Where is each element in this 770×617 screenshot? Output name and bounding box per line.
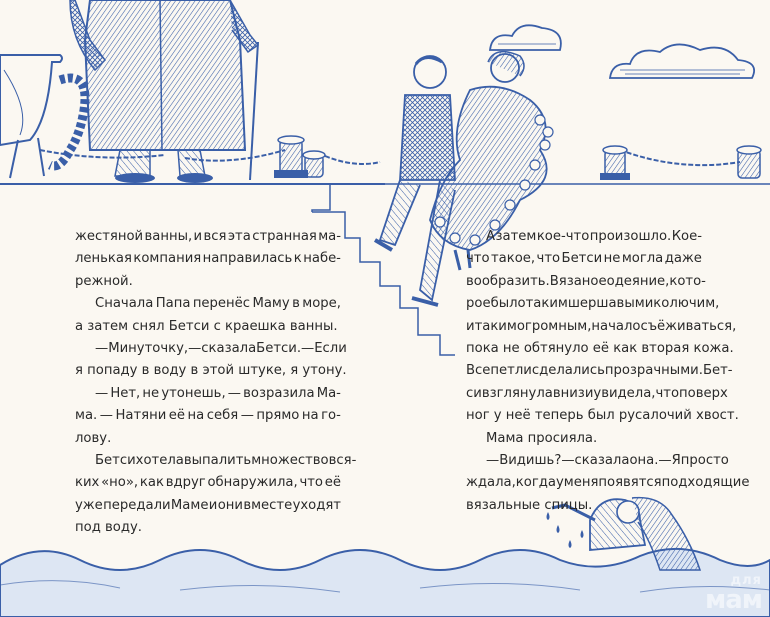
bollard <box>600 146 630 180</box>
text-line: Бетси хотела выпалить множество вся- <box>95 453 357 469</box>
watermark-line2: мам <box>704 585 762 615</box>
bollard <box>274 136 308 178</box>
watermark <box>705 574 762 613</box>
text-line: лову. <box>75 430 112 446</box>
text-line: а затем снял Бетси с краешка ванны. <box>75 318 338 334</box>
text-line: Все петли сделались прозрачными. Бет- <box>466 363 733 379</box>
text-line: Сначала Папа перенёс Маму в море, <box>95 296 341 312</box>
text-line: я попаду в воду в этой штуке, я утону. <box>75 363 347 379</box>
text-line: — Минуточку, — сказала Бетси. — Если <box>95 341 347 357</box>
text-line: и таким огромным, начало съёживаться, <box>466 318 737 334</box>
text-line: пока не обтянуло её как вторая кожа. <box>466 341 734 357</box>
papa-figure <box>70 0 258 183</box>
text-line: А затем кое-что произошло. Кое- <box>486 229 702 244</box>
text-line: ких «но», как вдруг обнаружила, что её <box>75 475 341 491</box>
left-text-column <box>75 226 357 540</box>
bathtub <box>0 55 85 178</box>
cloud <box>490 25 561 50</box>
text-line: под воду. <box>75 520 142 536</box>
right-text-column <box>466 226 750 517</box>
bollard <box>303 151 325 177</box>
text-line: — Видишь? — сказала она. — Я просто <box>486 453 729 469</box>
sea <box>0 549 770 617</box>
text-line: ма. — Натяни её на себя — прямо на го- <box>75 408 341 424</box>
text-line: — Нет, не утонешь, — возразила Ма- <box>95 385 341 401</box>
bollard <box>737 146 761 178</box>
text-line: уже передали Маме и они вместе уходят <box>75 497 341 513</box>
watermark-line1: для <box>730 573 762 588</box>
text-line: режной. <box>75 273 133 289</box>
text-line: рое было таким шершавым и колючим, <box>466 296 720 312</box>
text-line: что такое, что Бетси не могла даже <box>466 251 702 267</box>
text-line: жестяной ванны, и вся эта странная ма- <box>75 229 341 244</box>
text-line: Мама просияла. <box>486 430 598 446</box>
text-line: вообразить. Вязаное одеяние, кото- <box>466 273 706 289</box>
text-line: ног у неё теперь был русалочий хвост. <box>466 408 739 424</box>
text-line: ждала, когда у меня появятся подходящие <box>466 475 750 491</box>
text-line: вязальные спицы. <box>466 497 593 513</box>
cloud <box>610 44 754 78</box>
text-line: ленькая компания направилась к набе- <box>75 251 341 267</box>
text-line: си взглянула вниз и увидела, что поверх <box>466 385 728 401</box>
